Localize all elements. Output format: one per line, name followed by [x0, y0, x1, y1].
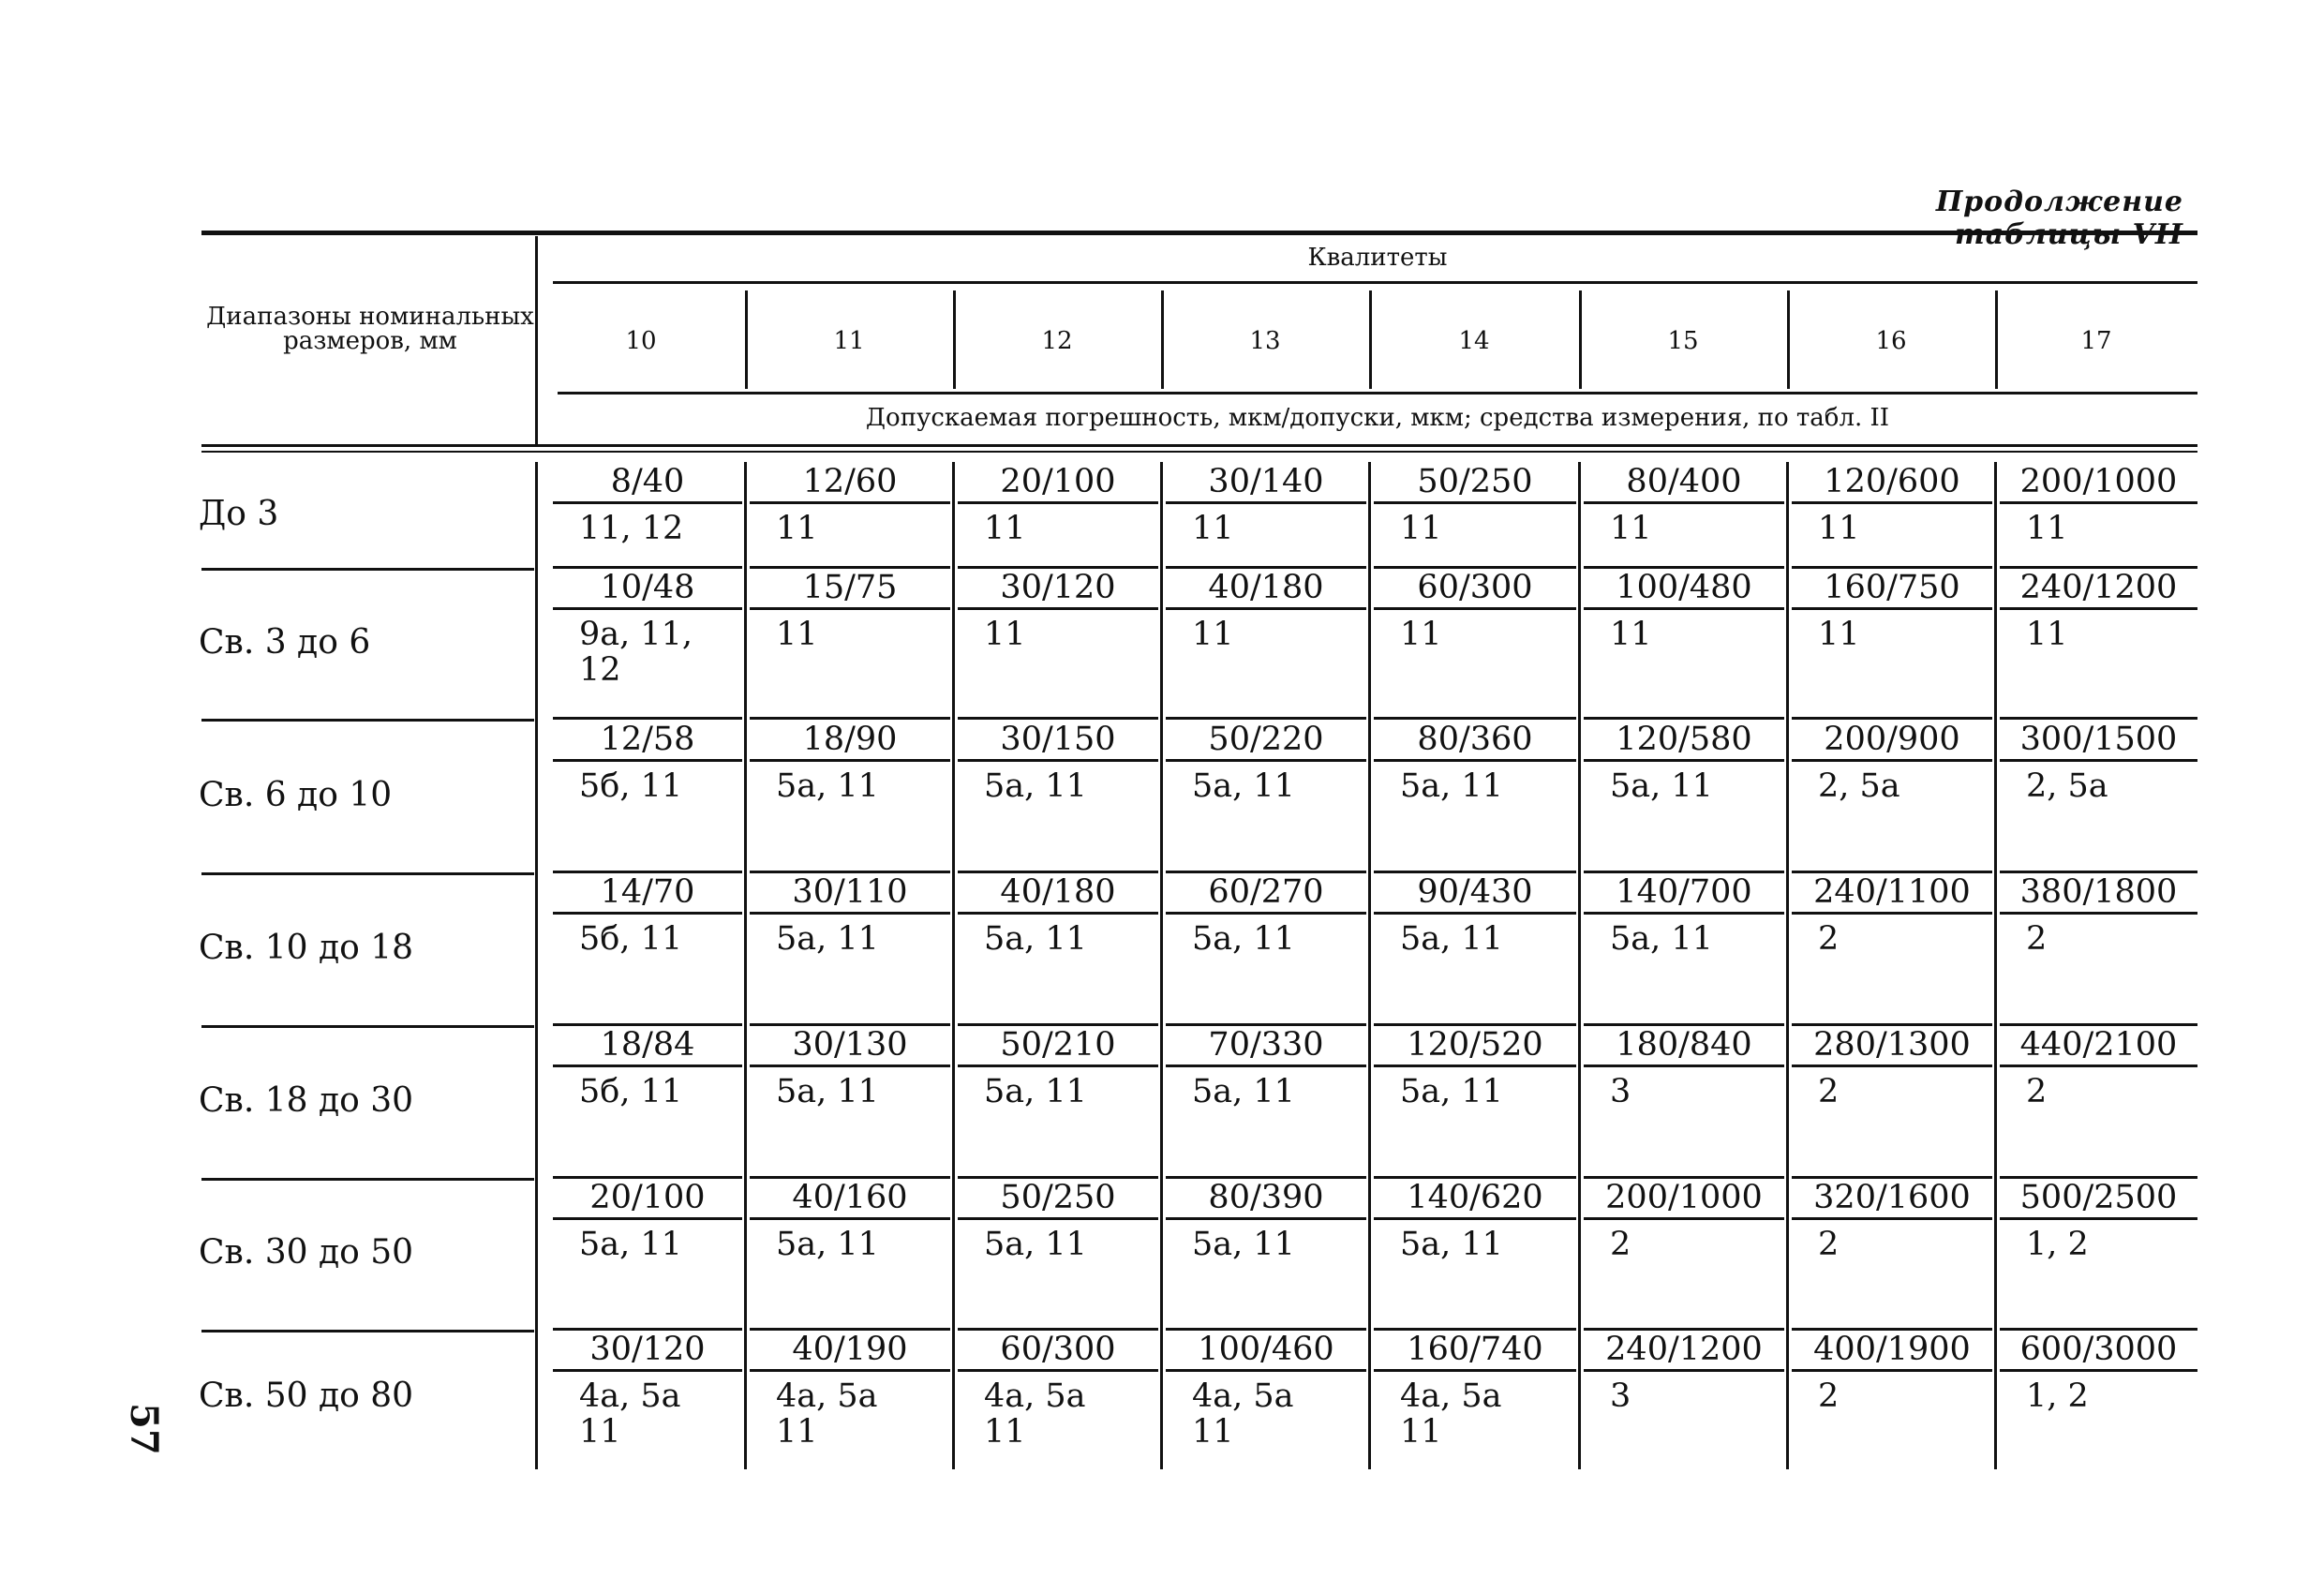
- measuring-means-value: 5а, 11: [1400, 1226, 1503, 1263]
- tolerance-value: 440/2100: [2019, 1026, 2178, 1064]
- tolerance-underline: [553, 912, 742, 915]
- grade-15-label: 15: [1667, 327, 1699, 355]
- tolerance-value: 140/620: [1407, 1179, 1543, 1216]
- row-bottom-rule: [2000, 717, 2197, 720]
- measuring-means-value: 11: [1818, 616, 1860, 653]
- tolerance-underline: [958, 1217, 1158, 1220]
- tolerance-value: 200/900: [1824, 721, 1960, 758]
- tolerance-underline: [750, 1369, 950, 1372]
- tolerance-value: 12/60: [802, 463, 898, 500]
- row-bottom-rule: [1584, 717, 1784, 720]
- tolerance-value: 120/600: [1824, 463, 1960, 500]
- tolerance-value: 18/84: [600, 1026, 695, 1064]
- measuring-means-value: 5б, 11: [579, 767, 683, 805]
- tolerance-value: 140/700: [1616, 873, 1752, 911]
- tolerance-value: 60/270: [1208, 873, 1324, 911]
- tolerance-underline: [1584, 759, 1784, 762]
- tolerance-underline: [1792, 501, 1992, 504]
- measuring-means-value: 11: [984, 616, 1026, 653]
- tolerance-value: 30/130: [792, 1026, 908, 1064]
- row-bottom-rule: [1374, 717, 1576, 720]
- tolerance-underline: [750, 501, 950, 504]
- measuring-means-value: 1, 2: [2026, 1226, 2089, 1263]
- tolerance-value: 300/1500: [2019, 721, 2178, 758]
- tolerance-value: 320/1600: [1813, 1179, 1971, 1216]
- tolerance-value: 50/250: [1000, 1179, 1116, 1216]
- measuring-means-value: 11: [1400, 616, 1442, 653]
- tolerance-underline: [1584, 1217, 1784, 1220]
- measuring-means-value: 5б, 11: [579, 920, 683, 958]
- body-left-divider: [535, 462, 538, 1469]
- tolerance-underline: [553, 1369, 742, 1372]
- grade-11-label: 11: [833, 327, 865, 355]
- measuring-means-value: 5а, 11: [984, 1226, 1087, 1263]
- measuring-means-value: 11: [2026, 616, 2068, 653]
- tolerance-underline: [2000, 1217, 2197, 1220]
- tolerance-value: 60/300: [1000, 1331, 1116, 1368]
- tolerance-value: 60/300: [1417, 569, 1533, 606]
- header-bottom-rule: [201, 444, 2197, 447]
- tolerance-underline: [1166, 1064, 1366, 1067]
- range-column-header: Диапазоны номинальных размеров, мм: [206, 303, 534, 355]
- tolerance-underline: [750, 759, 950, 762]
- tolerance-underline: [2000, 1369, 2197, 1372]
- row-separator: [201, 872, 534, 875]
- grade-column-divider: [1161, 290, 1164, 389]
- grade-10-label: 10: [625, 327, 657, 355]
- grade-column-divider: [953, 290, 956, 389]
- tolerance-underline: [750, 607, 950, 610]
- tolerance-value: 12/58: [600, 721, 695, 758]
- measuring-means-value: 4а, 5а 11: [1400, 1377, 1502, 1451]
- tolerance-underline: [1166, 1369, 1366, 1372]
- row-separator: [201, 1330, 534, 1332]
- body-column-divider: [952, 462, 955, 1469]
- row-range-label: Св. 50 до 80: [199, 1376, 414, 1415]
- tolerance-underline: [1166, 1217, 1366, 1220]
- tolerance-value: 30/150: [1000, 721, 1116, 758]
- table-top-rule: [201, 231, 2197, 235]
- body-column-divider: [1786, 462, 1789, 1469]
- body-column-divider: [744, 462, 747, 1469]
- tolerance-underline: [750, 912, 950, 915]
- grade-16-label: 16: [1875, 327, 1907, 355]
- row-bottom-rule: [750, 717, 950, 720]
- tolerance-value: 80/400: [1626, 463, 1742, 500]
- tolerance-underline: [2000, 912, 2197, 915]
- measurement-subheader: Допускаемая погрешность, мкм/допуски, мкм; средства измерения, по табл. II: [865, 404, 1890, 432]
- grade-12-label: 12: [1041, 327, 1073, 355]
- tolerance-underline: [1792, 912, 1992, 915]
- measuring-means-value: 5а, 11: [1400, 920, 1503, 958]
- measuring-means-value: 11: [984, 510, 1026, 547]
- tolerance-underline: [1584, 501, 1784, 504]
- row-bottom-rule: [1166, 717, 1366, 720]
- tolerance-value: 14/70: [600, 873, 695, 911]
- measuring-means-value: 5а, 11: [1192, 767, 1295, 805]
- measuring-means-value: 1, 2: [2026, 1377, 2089, 1415]
- row-bottom-rule: [1792, 717, 1992, 720]
- measuring-means-value: 5а, 11: [776, 920, 879, 958]
- measuring-means-value: 4а, 5а 11: [776, 1377, 878, 1451]
- grade-13-label: 13: [1249, 327, 1281, 355]
- grade-14-label: 14: [1458, 327, 1490, 355]
- measuring-means-value: 3: [1610, 1073, 1631, 1110]
- measuring-means-value: 5а, 11: [776, 767, 879, 805]
- measuring-means-value: 2, 5а: [1818, 767, 1900, 805]
- measuring-means-value: 5а, 11: [984, 920, 1087, 958]
- tolerance-value: 120/520: [1407, 1026, 1543, 1064]
- measuring-means-value: 11, 12: [579, 510, 684, 547]
- tolerance-value: 40/190: [792, 1331, 908, 1368]
- tolerance-underline: [1374, 912, 1576, 915]
- measuring-means-value: 11: [1818, 510, 1860, 547]
- tolerance-underline: [553, 759, 742, 762]
- measuring-means-value: 5а, 11: [1610, 767, 1713, 805]
- row-range-label: Св. 6 до 10: [199, 775, 393, 814]
- tolerance-value: 120/580: [1616, 721, 1752, 758]
- grade-column-divider: [745, 290, 748, 389]
- grades-header: Квалитеты: [1307, 244, 1448, 272]
- tolerance-underline: [1374, 1064, 1576, 1067]
- grade-17-label: 17: [2080, 327, 2112, 355]
- tolerance-value: 40/180: [1208, 569, 1324, 606]
- tolerance-value: 30/120: [589, 1331, 706, 1368]
- tolerance-underline: [1166, 912, 1366, 915]
- tolerance-value: 240/1200: [2019, 569, 2178, 606]
- tolerance-underline: [958, 501, 1158, 504]
- tolerance-underline: [958, 1369, 1158, 1372]
- tolerance-value: 240/1200: [1605, 1331, 1763, 1368]
- tolerance-underline: [750, 1217, 950, 1220]
- tolerance-underline: [2000, 759, 2197, 762]
- tolerance-value: 200/1000: [1605, 1179, 1763, 1216]
- tolerance-value: 10/48: [600, 569, 695, 606]
- measuring-means-value: 5а, 11: [579, 1226, 682, 1263]
- row-separator: [201, 1178, 534, 1181]
- measuring-means-value: 2: [1818, 1226, 1840, 1263]
- measuring-means-value: 2: [1818, 920, 1840, 958]
- measuring-means-value: 2: [1818, 1377, 1840, 1415]
- measuring-means-value: 5а, 11: [1192, 1226, 1295, 1263]
- tolerance-underline: [958, 607, 1158, 610]
- body-column-divider: [1160, 462, 1163, 1469]
- tolerance-value: 400/1900: [1813, 1331, 1971, 1368]
- grades-header-rule: [553, 281, 2197, 284]
- tolerance-underline: [1792, 607, 1992, 610]
- tolerance-underline: [1166, 501, 1366, 504]
- tolerance-underline: [750, 1064, 950, 1067]
- measuring-means-value: 11: [1610, 510, 1652, 547]
- measuring-means-value: 11: [1192, 616, 1234, 653]
- tolerance-underline: [1584, 912, 1784, 915]
- tolerance-value: 20/100: [589, 1179, 706, 1216]
- grade-column-divider: [1995, 290, 1998, 389]
- measuring-means-value: 2: [2026, 1073, 2048, 1110]
- row-range-label: До 3: [199, 494, 279, 533]
- tolerance-underline: [1374, 1369, 1576, 1372]
- measuring-means-value: 3: [1610, 1377, 1631, 1415]
- row-separator: [201, 1025, 534, 1028]
- tolerance-value: 100/480: [1616, 569, 1752, 606]
- measuring-means-value: 5а, 11: [776, 1226, 879, 1263]
- tolerance-value: 90/430: [1417, 873, 1533, 911]
- tolerance-underline: [2000, 607, 2197, 610]
- tolerance-underline: [1166, 759, 1366, 762]
- page-number: 57: [122, 1403, 166, 1455]
- measuring-means-value: 11: [2026, 510, 2068, 547]
- measuring-means-value: 5б, 11: [579, 1073, 683, 1110]
- tolerance-value: 70/330: [1208, 1026, 1324, 1064]
- grade-column-divider: [1787, 290, 1790, 389]
- measuring-means-value: 2: [2026, 920, 2048, 958]
- tolerance-value: 20/100: [1000, 463, 1116, 500]
- measuring-means-value: 11: [1610, 616, 1652, 653]
- grade-column-divider: [1579, 290, 1582, 389]
- tolerance-value: 80/360: [1417, 721, 1533, 758]
- tolerance-underline: [1374, 759, 1576, 762]
- tolerance-value: 40/180: [1000, 873, 1116, 911]
- measuring-means-value: 9а, 11, 12: [579, 616, 693, 689]
- tolerance-value: 30/120: [1000, 569, 1116, 606]
- measuring-means-value: 11: [776, 616, 818, 653]
- tolerance-value: 8/40: [610, 463, 685, 500]
- tolerance-value: 180/840: [1616, 1026, 1752, 1064]
- row-range-label: Св. 30 до 50: [199, 1233, 414, 1272]
- tolerance-value: 15/75: [802, 569, 898, 606]
- tolerance-underline: [1792, 1369, 1992, 1372]
- tolerance-underline: [553, 607, 742, 610]
- tolerance-value: 500/2500: [2019, 1179, 2178, 1216]
- tolerance-underline: [1792, 1217, 1992, 1220]
- tolerance-underline: [1792, 1064, 1992, 1067]
- measuring-means-value: 5а, 11: [776, 1073, 879, 1110]
- tolerance-value: 240/1100: [1813, 873, 1971, 911]
- tolerance-value: 280/1300: [1813, 1026, 1971, 1064]
- row-separator: [201, 568, 534, 571]
- tolerance-value: 160/740: [1407, 1331, 1543, 1368]
- measuring-means-value: 2: [1818, 1073, 1840, 1110]
- tolerance-underline: [553, 501, 742, 504]
- tolerance-value: 380/1800: [2019, 873, 2178, 911]
- row-separator: [201, 719, 534, 722]
- tolerance-underline: [1374, 501, 1576, 504]
- grades-number-rule: [558, 392, 2197, 395]
- measuring-means-value: 4а, 5а 11: [984, 1377, 1086, 1451]
- grade-column-divider: [1369, 290, 1372, 389]
- measuring-means-value: 5а, 11: [1192, 1073, 1295, 1110]
- measuring-means-value: 5а, 11: [1400, 1073, 1503, 1110]
- tolerance-underline: [2000, 1064, 2197, 1067]
- row-range-label: Св. 10 до 18: [199, 928, 414, 967]
- tolerance-underline: [1584, 1369, 1784, 1372]
- tolerance-value: 30/140: [1208, 463, 1324, 500]
- measuring-means-value: 5а, 11: [984, 767, 1087, 805]
- tolerance-underline: [1584, 1064, 1784, 1067]
- tolerance-underline: [958, 912, 1158, 915]
- tolerance-underline: [1374, 607, 1576, 610]
- tolerance-value: 30/110: [792, 873, 908, 911]
- tolerance-underline: [1374, 1217, 1576, 1220]
- tolerance-value: 40/160: [792, 1179, 908, 1216]
- measuring-means-value: 5а, 11: [1610, 920, 1713, 958]
- measuring-means-value: 5а, 11: [1400, 767, 1503, 805]
- tolerance-underline: [958, 1064, 1158, 1067]
- tolerance-underline: [958, 759, 1158, 762]
- measuring-means-value: 5а, 11: [1192, 920, 1295, 958]
- measuring-means-value: 11: [1192, 510, 1234, 547]
- table-continuation-label: Продолжение: [1935, 186, 2183, 218]
- tolerance-value: 18/90: [802, 721, 898, 758]
- row-bottom-rule: [553, 717, 742, 720]
- tolerance-value: 50/250: [1417, 463, 1533, 500]
- tolerance-underline: [1792, 759, 1992, 762]
- tolerance-underline: [553, 1217, 742, 1220]
- tolerance-underline: [1584, 607, 1784, 610]
- tolerance-underline: [2000, 501, 2197, 504]
- body-column-divider: [1994, 462, 1997, 1469]
- measuring-means-value: 2: [1610, 1226, 1631, 1263]
- tolerance-value: 100/460: [1198, 1331, 1334, 1368]
- tolerance-value: 160/750: [1824, 569, 1960, 606]
- measuring-means-value: 5а, 11: [984, 1073, 1087, 1110]
- measuring-means-value: 4а, 5а 11: [579, 1377, 681, 1451]
- tolerance-underline: [1166, 607, 1366, 610]
- tolerance-underline: [553, 1064, 742, 1067]
- measuring-means-value: 11: [776, 510, 818, 547]
- body-column-divider: [1368, 462, 1371, 1469]
- header-bottom-rule-2: [201, 451, 2197, 453]
- tolerance-value: 600/3000: [2019, 1331, 2178, 1368]
- measuring-means-value: 11: [1400, 510, 1442, 547]
- row-range-label: Св. 3 до 6: [199, 622, 371, 662]
- body-column-divider: [1578, 462, 1581, 1469]
- measuring-means-value: 2, 5а: [2026, 767, 2108, 805]
- tolerance-value: 80/390: [1208, 1179, 1324, 1216]
- row-range-label: Св. 18 до 30: [199, 1080, 414, 1120]
- tolerance-value: 50/210: [1000, 1026, 1116, 1064]
- measuring-means-value: 4а, 5а 11: [1192, 1377, 1294, 1451]
- row-bottom-rule: [958, 717, 1158, 720]
- tolerance-value: 200/1000: [2019, 463, 2178, 500]
- tolerance-value: 50/220: [1208, 721, 1324, 758]
